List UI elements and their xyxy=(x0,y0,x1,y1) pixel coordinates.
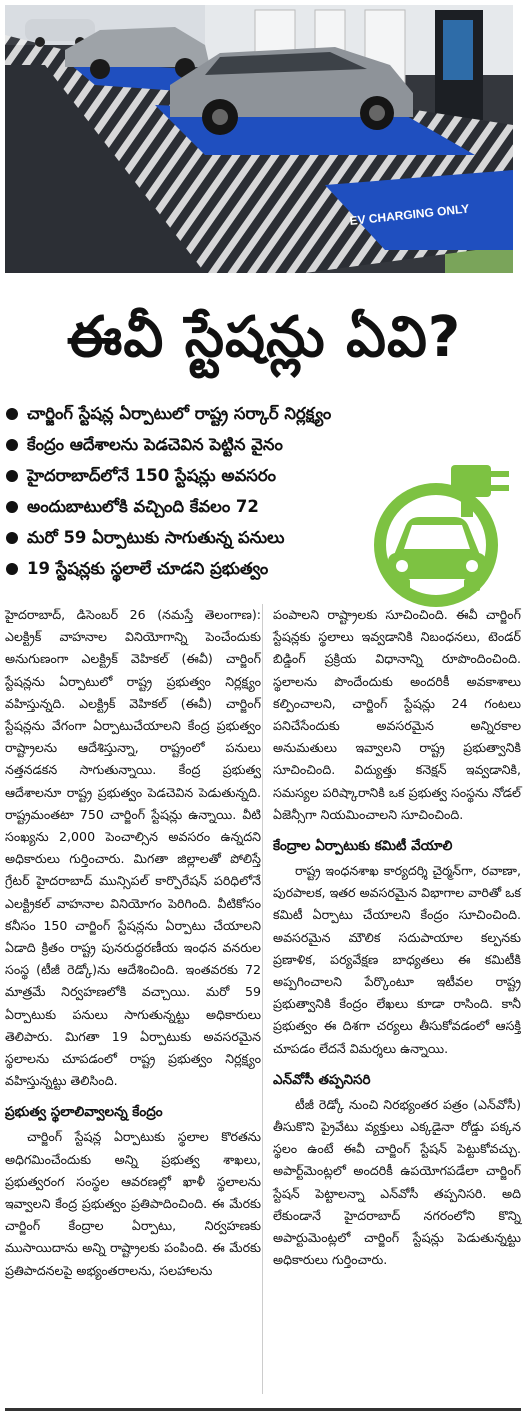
bullet-dot-icon xyxy=(6,470,18,482)
headline: ఈవీ స్టేషన్లు ఏవి? xyxy=(66,305,462,370)
bullet-dot-icon xyxy=(6,408,18,420)
key-point xyxy=(6,491,376,522)
key-point-text: కేంద్రం ఆదేశాలను పెడచెవిన పెట్టిన వైనం xyxy=(27,435,283,454)
bullet-dot-icon xyxy=(6,439,18,451)
article-column-right xyxy=(273,604,521,1271)
key-point-text: హైదరాబాద్‌లోనే 150 స్టేషన్లు అవసరం xyxy=(27,466,277,485)
article-body xyxy=(5,604,521,1404)
key-point xyxy=(6,460,376,491)
key-points-list xyxy=(6,398,376,584)
bullet-dot-icon xyxy=(6,501,18,513)
key-point xyxy=(6,553,376,584)
bullet-dot-icon xyxy=(6,532,18,544)
key-point-text: చార్జింగ్ స్టేషన్ల ఏర్పాటులో రాష్ట్ర సర్కార్ నిర్లక్ష్యం xyxy=(27,404,332,423)
subheading: ఎన్‌వోసీ తప్పనిసరి xyxy=(273,1071,371,1088)
key-point-text: 19 స్టేషన్లకు స్థలాలే చూడని ప్రభుత్వం xyxy=(27,559,269,578)
ev-parking-photo xyxy=(5,5,513,273)
bullet-dot-icon xyxy=(6,563,18,575)
column-divider xyxy=(262,604,263,1394)
ev-charging-logo-icon xyxy=(366,463,514,613)
key-point xyxy=(6,429,376,460)
key-point-text: మరో 59 ఏర్పాటుకు సాగుతున్న పనులు xyxy=(27,528,285,547)
bay-marking-text: EV CHARGING ONLY xyxy=(348,201,470,228)
article-paragraph: పంపాలని రాష్ట్రాలకు సూచించింది. ఈవీ చార్జింగ్ స్టేషన్లకు స్థలాలు ఇవ్వడానికి నిబంధనలు, టెండర్ బిడ్డింగ్ ప్రక్రియ విధానాన్ని రూపొందించింది. స్థలాలను పొందేందుకు అందరికీ అవకాశాలు కల్పించాలని, చార్జింగ్ స్టేషన్లు 24 గంటలు పనిచేసేందుకు అవసరమైన అన్నిరకాల అనుమతులు ఇవ్వాలని రాష్ట్ర ప్రభుత్వానికి సూచించింది. విద్యుత్తు కనెక్షన్ ఇవ్వడానికి, సమస్యల పరిష్కారానికి ఒక ప్రభుత్వ సంస్థను నోడల్ ఏజెన్సీగా నియమించాలని సూచించింది. xyxy=(273,607,521,822)
key-point xyxy=(6,398,376,429)
bottom-rule xyxy=(5,1408,521,1411)
article-paragraph: చార్జింగ్ స్టేషన్ల ఏర్పాటుకు స్థలాల కొరతను అధిగమించేందుకు అన్ని ప్రభుత్వ శాఖలు, ప్రభుత్వరంగ సంస్థల ఆవరణల్లో ఖాళీ స్థలాలను ఇవ్వాలని కేంద్ర ప్రభుత్వం ప్రతిపాదించింది. ఈ మేరకు చార్జింగ్ కేంద్రాల ఏర్పాటు, నిర్వహణకు ముసాయిదాను అన్ని రాష్ట్రాలకు పంపింది. ఈ మేరకు ప్రతిపాదనలపై అభ్యంతరాలను, సలహాలను xyxy=(5,1129,261,1278)
key-point xyxy=(6,522,376,553)
subheading: ప్రభుత్వ స్థలాలివ్వాలన్న కేంద్రం xyxy=(5,1104,163,1121)
article-paragraph: రాష్ట్ర ఇంధనశాఖ కార్యదర్శి చైర్మన్‌గా, రవాణా, పురపాలక, ఇతర అవసరమైన విభాగాల వారితో ఒక కమిటీ ఏర్పాటు చేయాలని కేంద్రం సూచించింది. అవసరమైన మౌలిక సదుపాయాల కల్పనకు ప్రణాళిక, పర్యవేక్షణ బాధ్యతలు ఈ కమిటీకి అప్పగించాలని పేర్కొంటూ ఇటీవల రాష్ట్ర ప్రభుత్వానికి కేంద్రం లేఖలు కూడా రాసింది. కానీ ప్రభుత్వం ఈ దిశగా చర్యలు తీసుకోవడంలో ఆసక్తి చూపడం లేదనే విమర్శలు ఉన్నాయి. xyxy=(273,863,521,1056)
article-paragraph: టీజీ రెడ్కో నుంచి నిరభ్యంతర పత్రం (ఎన్‌వోసీ) తీసుకొని ప్రైవేటు వ్యక్తులు ఎక్కడైనా రోడ్డు పక్కన స్థలం ఉంటే ఈవీ చార్జింగ్ స్టేషన్ పెట్టుకోవచ్చు. అపార్ట్‌మెంట్లలో అందరికీ ఉపయోగపడేలా చార్జింగ్ స్టేషన్ పెట్టాలన్నా ఎన్‌వోసీ తప్పనిసరి. అది లేకుండానే హైదరాబాద్ నగరంలోని కొన్ని అపార్టుమెంట్లలో చార్జింగ్ స్టేషన్లు పెడుతున్నట్టు అధికారులు గుర్తించారు. xyxy=(273,1096,521,1268)
photo-illustration xyxy=(5,5,513,273)
article-paragraph: హైదరాబాద్, డిసెంబర్ 26 (నమస్తే తెలంగాణ): ఎలక్ట్రిక్ వాహనాల వినియోగాన్ని పెంచేందుకు అనుగుణంగా ఎలక్ట్రిక్ వెహికల్ (ఈవీ) చార్జింగ్ స్టేషన్లను ఏర్పాటులో రాష్ట్ర ప్రభుత్వం నిర్లక్ష్యం వహిస్తున్నది. ఎలక్ట్రిక్ వెహికల్ (ఈవీ) చార్జింగ్ స్టేషన్లను వేగంగా ఏర్పాటుచేయాలని కేంద్ర ప్రభుత్వం రాష్ట్రాలను ఆదేశిస్తున్నా, రాష్ట్రంలో పనులు నత్తనడకన సాగుతున్నాయి. కేంద్ర ప్రభుత్వ ఆదేశాలనూ రాష్ట్ర ప్రభుత్వం పెడచెవిన పెడుతున్నది. రాష్ట్రమంతటా 750 చార్జింగ్ స్టేషన్లు ఉన్నాయి. వీటి సంఖ్యను 2,000 పెంచాల్సిన అవసరం ఉన్నదని అధికారులు గుర్తించారు. మిగతా జిల్లాలతో పోలిస్తే గ్రేటర్ హైదరాబాద్ మున్సిపల్ కార్పొరేషన్ పరిధిలోనే ఎలక్ట్రికల్ వాహనాల వినియోగం పెరిగింది. వీటికోసం కనీసం 150 చార్జింగ్ స్టేషన్లను ఏర్పాటు చేయాలని ఏడాది క్రితం రాష్ట్ర పునరుద్ధరణీయ ఇంధన వనరుల సంస్థ (టీజీ రెడ్కో)ను ఆదేశించింది. ఇంతవరకు 72 మాత్రమే నిర్వహణలోకి వచ్చాయి. మరో 59 ఏర్పాటుకు పనులు సాగుతున్నట్టు అధికారులు తెలిపారు. మిగతా 19 ఏర్పాటుకు అవసరమైన స్థలాలను చూపడంలో రాష్ట్ర ప్రభుత్వం నిర్లక్ష్యం వహిస్తున్నట్టు తెలిసింది. xyxy=(5,607,261,1089)
subheading: కేంద్రాల ఏర్పాటుకు కమిటీ వేయాలి xyxy=(273,838,453,855)
article-column-left xyxy=(5,604,261,1282)
key-point-text: అందుబాటులోకి వచ్చింది కేవలం 72 xyxy=(27,497,259,516)
